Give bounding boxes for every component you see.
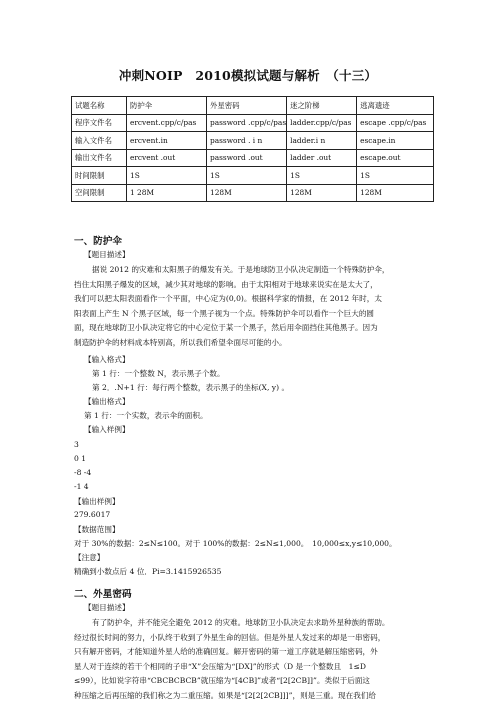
table-row-input-file <box>72 132 434 150</box>
paragraph-line: 面，现在地球防卫小队决定将它的中心定位于某一个黑子，然后用伞面挡住其他黑子。因为 <box>74 323 378 333</box>
table-row-output-file <box>72 149 434 167</box>
table-cell: 程序文件名 <box>72 114 127 132</box>
data-range-text: 对于 30%的数据：2≤N≤100。对于 100%的数据：2≤N≤1,000。 10,000≤x,y≤10,000。 <box>74 539 397 548</box>
table-cell: ladder .out <box>287 149 357 167</box>
table-row-program-file <box>72 114 434 132</box>
table-cell: ercvent.cpp/c/pas <box>127 114 207 132</box>
table-row-time-limit <box>72 167 434 185</box>
table-cell: 时间限制 <box>72 167 127 185</box>
table-cell: 1S <box>207 167 287 185</box>
paragraph-line: 种压缩之后再压缩的我们称之为二重压缩。如果是“[2[2[2CB]]]”，则是三重。现在我们给 <box>74 691 377 700</box>
paragraph-line: ≤99），比如说字符串“CBCBCBCB”就压缩为“[4CB]”或者“[2[2CB]]”。类似于后面这 <box>74 676 371 686</box>
sample-input-label: 【输入样例】 <box>84 425 130 434</box>
table-cell: escape.in <box>357 132 434 150</box>
sample-input-line-2: 0 1 <box>74 454 87 463</box>
table-cell: ercvent.in <box>127 132 207 150</box>
paragraph-line: 阳表面上产生 N 个黑子区域，每一个黑子视为一个点。特殊防护伞可以看作一个巨大的圆 <box>74 308 375 318</box>
data-range-label: 【数据范围】 <box>74 525 120 534</box>
table-cell: password . i n <box>207 132 287 150</box>
table-cell: 128M <box>207 184 287 202</box>
problem-info-table <box>71 96 434 202</box>
paragraph-line: 星人对于连续的若干个相同的子串“X”会压缩为“[DX]”的形式（D 是一个整数且 1≤D <box>74 661 366 671</box>
paragraph-line: 挡住太阳黑子爆发的区域，减少其对地球的影响。由于太阳相对于地球来说实在是太大了， <box>74 279 378 289</box>
sample-input-line-1: 3 <box>74 440 79 449</box>
sample-output-label: 【输出样例】 <box>74 497 120 506</box>
table-cell: ladder.cpp/c/pas <box>287 114 357 132</box>
desc-label-2: 【题目描述】 <box>84 603 130 612</box>
table-cell: 1S <box>357 167 434 185</box>
table-cell: 1 28M <box>127 184 207 202</box>
sample-input-line-4: -1 4 <box>74 482 89 491</box>
table-cell: 外星密码 <box>207 97 287 115</box>
table-cell: 1S <box>287 167 357 185</box>
section-heading-2: 二、外星密码 <box>74 589 132 600</box>
table-cell: 迷之阶梯 <box>287 97 357 115</box>
output-format-line: 第 1 行：一个实数，表示伞的面积。 <box>84 411 208 420</box>
table-cell: 128M <box>357 184 434 202</box>
paragraph-line: 只有解开密码，才能知道外星人给的准确回复。解开密码的第一道工序就是解压缩密码，外 <box>74 647 378 657</box>
input-format-line-2: 第 2．.N+1 行：每行两个整数，表示黑子的坐标(X, y) 。 <box>92 383 290 392</box>
table-cell: 防护伞 <box>127 97 207 115</box>
table-cell: escape .cpp/c/pas <box>357 114 434 132</box>
section-heading-1: 一、防护伞 <box>74 236 122 247</box>
note-text: 精确到小数点后 4 位．Pi=3.1415926535 <box>74 567 222 576</box>
paragraph-line: 经过很长时间的努力，小队终于收到了外星生命的回信。但是外星人发过来的却是一串密码， <box>74 632 386 642</box>
note-label: 【注意】 <box>74 553 105 562</box>
desc-label-1: 【题目描述】 <box>84 250 130 259</box>
page-title: 冲刺NOIP 2010模拟试题与解析 （十三） <box>118 68 378 83</box>
table-cell: 1S <box>127 167 207 185</box>
table-cell: 输出文件名 <box>72 149 127 167</box>
table-cell: 逃离遗迹 <box>357 97 434 115</box>
input-format-line-1: 第 1 行：一个整数 N，表示黑子个数。 <box>92 369 225 378</box>
table-cell: 128M <box>287 184 357 202</box>
paragraph-line: 我们可以把太阳表面看作一个平面，中心定为(0,0)。根据科学家的情报，在 2012 年时，太 <box>74 294 382 304</box>
table-cell: 输入文件名 <box>72 132 127 150</box>
table-row-header <box>72 97 434 115</box>
paragraph-line: 有了防护伞，并不能完全避免 2012 的灾难。地球防卫小队决定去求助外星种族的帮助。 <box>92 618 390 627</box>
table-row-memory-limit <box>72 184 434 202</box>
table-cell: 试题名称 <box>72 97 127 115</box>
table-cell: ladder.i n <box>287 132 357 150</box>
sample-input-line-3: -8 -4 <box>74 468 92 477</box>
paragraph-line: 制造防护伞的材料成本特别高，所以我们希望伞面尽可能的小。 <box>74 338 287 347</box>
table-cell: password .out <box>207 149 287 167</box>
table-cell: 空间限制 <box>72 184 127 202</box>
sample-output-value: 279.6017 <box>74 510 111 519</box>
paragraph-line: 据说 2012 的灾难和太阳黑子的爆发有关。于是地球防卫小队决定制造一个特殊防护伞， <box>92 265 390 274</box>
input-format-label: 【输入格式】 <box>84 355 130 364</box>
table-cell: escape.out <box>357 149 434 167</box>
table-cell: password .cpp/c/pas <box>207 114 287 132</box>
output-format-label: 【输出格式】 <box>84 397 130 406</box>
table-cell: ercvent .out <box>127 149 207 167</box>
